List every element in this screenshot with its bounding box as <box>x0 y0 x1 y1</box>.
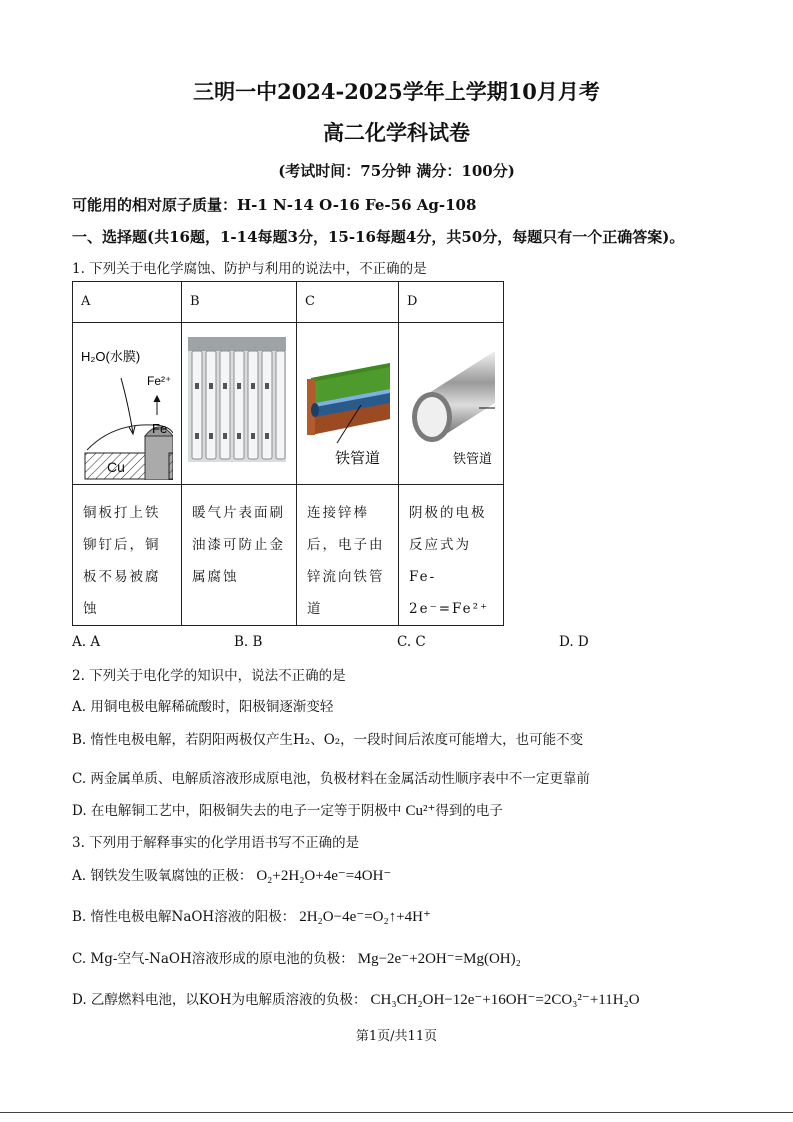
q3-d-formula: CH₃CH₂OH−12e⁻+16OH⁻=2CO₃²⁻+11H₂O <box>370 992 640 1008</box>
q2-option-c: C. 两金属单质、电解质溶液形成原电池，负极材料在金属活动性顺序表中不一定更靠前 <box>72 771 590 787</box>
c-pipe-label: 铁管道 <box>335 450 381 467</box>
a-fe-ion-label: Fe²⁺ <box>147 374 172 388</box>
q2-option-d <box>72 799 503 820</box>
q2-option-a: A. 用铜电极电解稀硫酸时，阳极铜逐渐变轻 <box>72 699 334 715</box>
a-water-label: H₂O(水膜) <box>81 349 141 364</box>
q3-option-c <box>72 947 521 968</box>
q2-d-tail: 得到的电子 <box>435 803 503 819</box>
q1-stem: 1. 下列关于电化学腐蚀、防护与利用的说法中，不正确的是 <box>72 261 427 277</box>
q1-option-b: B. B <box>234 634 263 650</box>
q2-stem: 2. 下列关于电化学的知识中，说法不正确的是 <box>72 668 346 684</box>
q1-option-d: D. D <box>559 634 589 650</box>
figure-c <box>297 323 399 485</box>
q3-option-b <box>72 905 431 926</box>
q3-b-text: B. 惰性电极电解NaOH溶液的阳极： <box>72 909 296 925</box>
a-cu-label: Cu <box>107 459 125 475</box>
atomic-masses: 可能用的相对原子质量：H-1 N-14 O-16 Fe-56 Ag-108 <box>72 196 477 214</box>
q3-d-text: D. 乙醇燃料电池，以KOH为电解质溶液的负极： <box>72 992 367 1008</box>
desc-d: 阴极的电极反应式为Fe-2e⁻=Fe²⁺ <box>409 505 490 617</box>
q3-c-text: C. Mg-空气-NaOH溶液形成的原电池的负极： <box>72 951 354 967</box>
q2-d-formula: Cu²⁺ <box>405 803 436 819</box>
q1-option-a: A. A <box>72 634 101 650</box>
page-footer: 第1页/共11页 <box>355 1029 438 1044</box>
q3-stem: 3. 下列用于解释事实的化学用语书写不正确的是 <box>72 835 360 851</box>
q1-option-c: C. C <box>397 634 426 650</box>
figure-a <box>73 323 182 485</box>
q3-option-d <box>72 988 640 1009</box>
a-fe-label: Fe <box>152 421 168 436</box>
desc-a: 铜板打上铁铆钉后，铜板不易被腐蚀 <box>83 505 161 617</box>
figure-d <box>399 323 504 485</box>
q3-a-text: A. 钢铁发生吸氧腐蚀的正极： <box>72 868 253 884</box>
q2-d-text: D. 在电解铜工艺中，阳极铜失去的电子一定等于阴极中 <box>72 803 402 819</box>
exam-info: (考试时间：75分钟 满分：100分) <box>278 162 515 180</box>
q3-c-formula: Mg−2e⁻+2OH⁻=Mg(OH)₂ <box>357 951 521 967</box>
title-line1: 三明一中2024-2025学年上学期10月月考 <box>193 79 600 104</box>
col-b-header: B <box>182 282 297 323</box>
desc-b: 暖气片表面刷油漆可防止金属腐蚀 <box>192 505 285 585</box>
q3-b-formula: 2H₂O−4e⁻=O₂↑+4H⁺ <box>299 909 431 925</box>
q3-option-a <box>72 864 391 885</box>
bottom-divider <box>0 1112 793 1113</box>
col-d-header: D <box>399 282 504 323</box>
desc-c: 连接锌棒后，电子由锌流向铁管道 <box>307 505 385 617</box>
q2-option-b: B. 惰性电极电解，若阴阳两极仅产生H₂、O₂，一段时间后浓度可能增大，也可能不变 <box>72 732 584 748</box>
col-a-header: A <box>73 282 182 323</box>
section-heading: 一、选择题(共16题，1-14每题3分，15-16每题4分，共50分，每题只有一个正确答案)。 <box>72 228 685 246</box>
q3-a-formula: O₂+2H₂O+4e⁻=4OH⁻ <box>256 868 392 884</box>
d-pipe-label: 铁管道 <box>453 451 493 466</box>
figure-b <box>182 323 297 485</box>
col-c-header: C <box>297 282 399 323</box>
title-line2: 高二化学科试卷 <box>323 120 470 145</box>
q1-table <box>72 281 504 626</box>
